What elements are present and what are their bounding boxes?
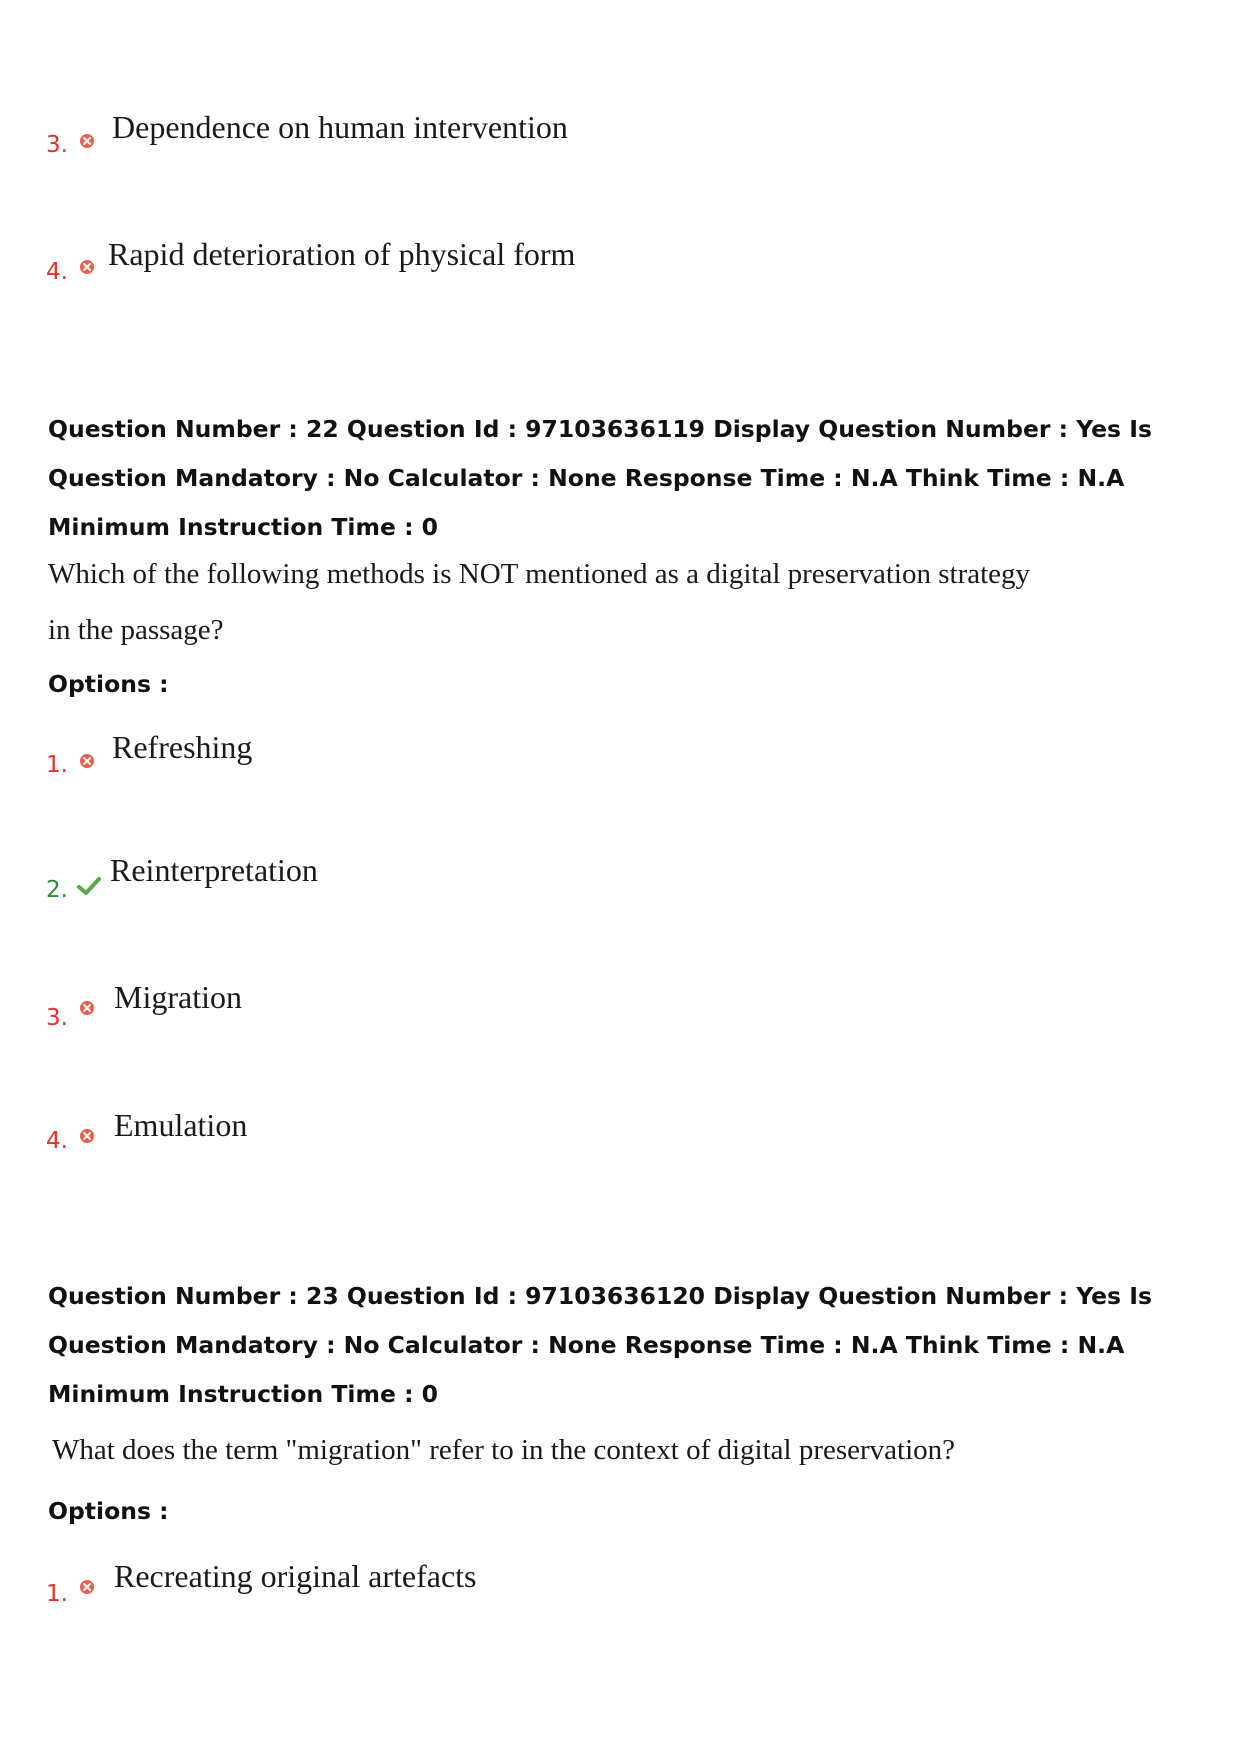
option-number: 2. [46, 877, 68, 903]
option-number: 4. [46, 259, 68, 285]
cross-icon [76, 256, 98, 278]
option-number: 1. [46, 1581, 68, 1607]
option-text: Dependence on human intervention [112, 109, 568, 145]
option-text: Refreshing [112, 729, 253, 765]
check-icon [76, 875, 102, 897]
cross-icon [76, 130, 98, 152]
cross-icon [76, 1125, 98, 1147]
option-text: Rapid deterioration of physical form [108, 236, 576, 272]
option-text: Recreating original artefacts [114, 1558, 477, 1594]
option-text: Emulation [114, 1107, 248, 1143]
question-meta: Question Number : 22 Question Id : 97103636119 Display Question Number : Yes Is Question Mandatory : No Calculator : None Response Time : N.A Think Time : N.A Minimum Instruction Time : 0 [48, 415, 1152, 541]
question-text-line: Which of the following methods is NOT mentioned as a digital preservation strategy [48, 558, 1031, 590]
cross-icon [76, 1576, 98, 1598]
question-text-line: in the passage? [48, 614, 224, 646]
option-text: Reinterpretation [110, 852, 318, 888]
options-label: Options : [48, 1497, 169, 1525]
option-number: 3. [46, 132, 68, 158]
option-number: 3. [46, 1005, 68, 1031]
option-text: Migration [114, 979, 242, 1015]
question-meta: Question Number : 23 Question Id : 97103636120 Display Question Number : Yes Is Question Mandatory : No Calculator : None Response Time : N.A Think Time : N.A Minimum Instruction Time : 0 [48, 1282, 1152, 1408]
cross-icon [76, 750, 98, 772]
option-number: 4. [46, 1128, 68, 1154]
cross-icon [76, 997, 98, 1019]
question-text-line: What does the term "migration" refer to in the context of digital preservation? [52, 1434, 956, 1466]
option-number: 1. [46, 752, 68, 778]
options-label: Options : [48, 670, 169, 698]
